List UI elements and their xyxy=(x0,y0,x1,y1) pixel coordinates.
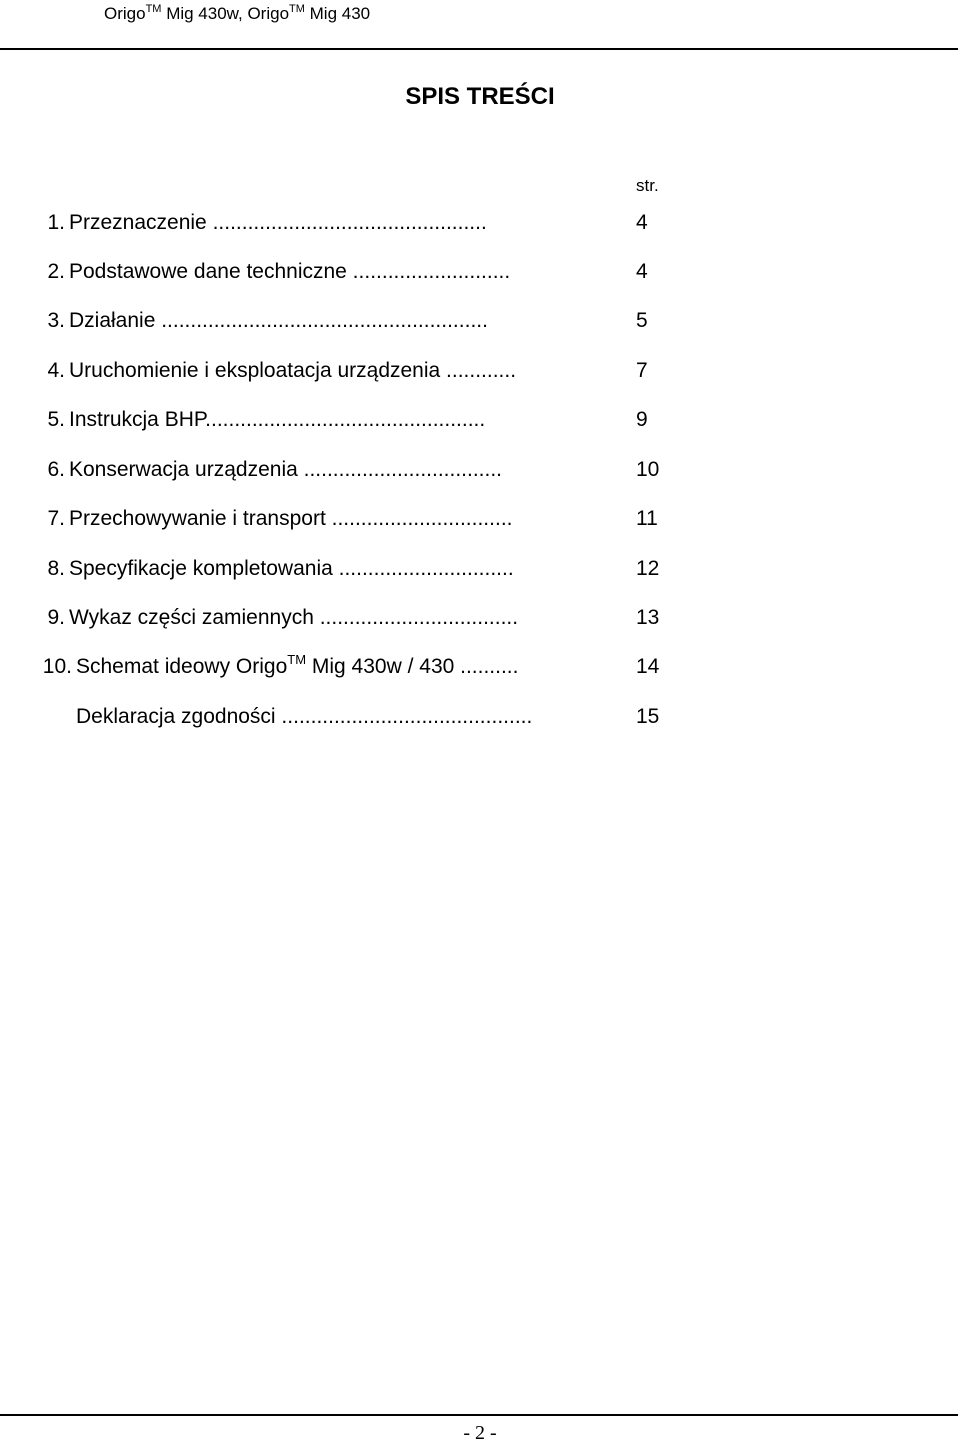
toc-entry-number: 10. xyxy=(42,655,72,678)
toc-entry-3[interactable] xyxy=(0,306,700,336)
toc-entry-title: Działanie ........................................................ xyxy=(69,309,488,332)
toc-entry-number: 3. xyxy=(47,309,65,332)
toc-entry-page: 13 xyxy=(636,606,660,629)
toc-entry-8[interactable] xyxy=(0,554,700,584)
toc-entry-number: 4. xyxy=(47,359,65,382)
header-divider xyxy=(0,48,958,50)
trademark-mark: TM xyxy=(289,3,305,15)
toc-entry-title: Wykaz części zamiennych .................................. xyxy=(69,606,519,629)
toc-entry-page: 14 xyxy=(636,655,660,678)
toc-entry-number: 6. xyxy=(47,458,65,481)
toc-entry-title: Konserwacja urządzenia .................................. xyxy=(69,458,503,481)
toc-entry-title-part: Schemat ideowy Origo xyxy=(76,655,288,678)
toc-entry-1[interactable] xyxy=(0,208,700,238)
header-text-part: Origo xyxy=(104,4,146,23)
toc-entry-title: Uruchomienie i eksploatacja urządzenia ............ xyxy=(69,359,517,382)
toc-entry-5[interactable] xyxy=(0,405,700,435)
trademark-mark: TM xyxy=(145,3,162,15)
toc-entry-number: 2. xyxy=(47,260,65,283)
toc-entry-4[interactable] xyxy=(0,356,700,386)
toc-entry-title: Instrukcja BHP................................................ xyxy=(69,408,486,431)
toc-entry-page: 15 xyxy=(636,705,660,728)
toc-entry-title: Deklaracja zgodności ........................................... xyxy=(76,705,533,728)
toc-entry-number: 7. xyxy=(47,507,65,530)
toc-entry-number: 5. xyxy=(47,408,65,431)
header-text-part: Mig 430 xyxy=(304,4,371,23)
footer-divider xyxy=(0,1414,958,1416)
toc-entry-number: 1. xyxy=(47,211,65,234)
header-product-title xyxy=(104,4,370,24)
toc-entry-title-part: Mig 430w / 430 .......... xyxy=(306,655,519,678)
toc-entry-10[interactable] xyxy=(0,652,700,682)
trademark-mark: TM xyxy=(287,652,307,667)
toc-entry-title: Przeznaczenie ............................................... xyxy=(69,211,487,234)
toc-entry-page: 4 xyxy=(636,211,648,234)
toc-entry-page: 10 xyxy=(636,458,660,481)
page-title: SPIS TREŚCI xyxy=(405,83,555,110)
toc-entry-page: 11 xyxy=(636,507,658,530)
page-column-label: str. xyxy=(636,176,659,195)
toc-entry-title xyxy=(76,652,518,682)
toc-entry-2[interactable] xyxy=(0,257,700,287)
toc-entry-title: Przechowywanie i transport ............................... xyxy=(69,507,513,530)
toc-entry-page: 9 xyxy=(636,408,648,431)
page-number: - 2 - xyxy=(463,1422,497,1444)
toc-entry-title: Specyfikacje kompletowania .............................. xyxy=(69,557,514,580)
toc-entry-7[interactable] xyxy=(0,504,700,534)
toc-entry-6[interactable] xyxy=(0,455,700,485)
header-text-part: Mig 430w, Origo xyxy=(161,4,290,23)
toc-entry-title: Podstawowe dane techniczne ........................... xyxy=(69,260,511,283)
toc-entry-page: 5 xyxy=(636,309,648,332)
toc-entry-declaration[interactable] xyxy=(0,702,700,732)
toc-entry-page: 12 xyxy=(636,557,660,580)
toc-entry-page: 7 xyxy=(636,359,648,382)
toc-entry-number: 9. xyxy=(47,606,65,629)
toc-entry-number: 8. xyxy=(47,557,65,580)
toc-entry-page: 4 xyxy=(636,260,648,283)
toc-entry-9[interactable] xyxy=(0,603,700,633)
